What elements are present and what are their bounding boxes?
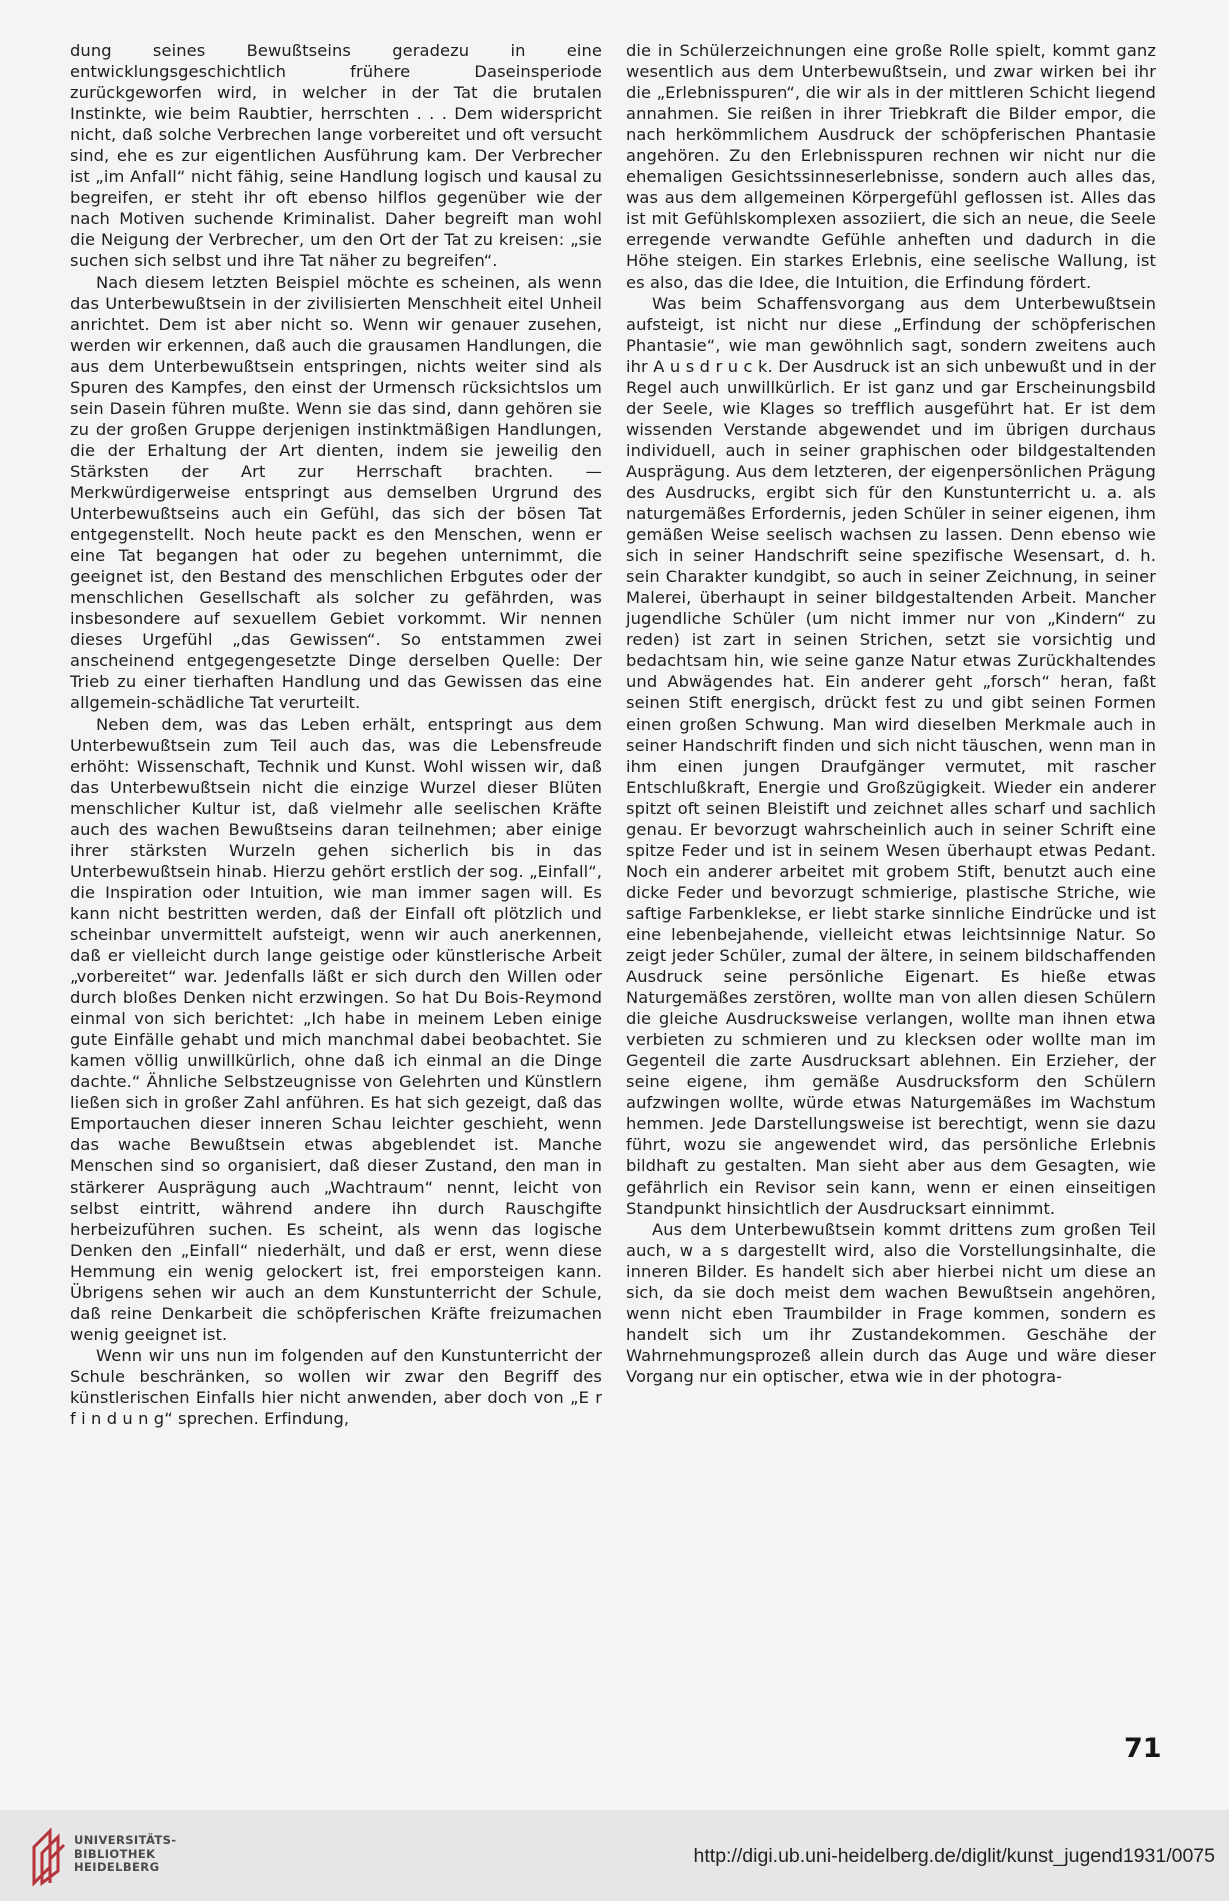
logo-line: HEIDELBERG [74,1860,160,1874]
paragraph: Nach diesem letzten Beispiel möchte es scheinen, als wenn das Unterbewußtsein in der zivilisierten Menschheit eitel Unheil anrichtet. Dem ist aber nicht so. Wenn wir genauer zusehen, werden wir erkennen, daß auch die grausamen Handlungen, die aus dem Unterbewußtsein entspringen, nichts weiter sind als Spuren des Kampfes, den einst der Urmensch rücksichtslos um sein Dasein führen mußte. Wenn sie das sind, dann gehören sie zu der großen Gruppe derjenigen instinktmäßigen Handlungen, die der Erhaltung der Art dienten, indem sie jeweilig den Stärksten der Art zur Herrschaft brachten. — Merkwürdigerweise entspringt aus demselben Urgrund des Unterbewußtseins auch ein Gefühl, das sich der bösen Tat entgegenstellt. Noch heute packt es den Menschen, wenn er eine Tat begangen hat oder zu begehen unternimmt, die geeignet ist, den Bestand des menschlichen Erbgutes oder der menschlichen Gesellschaft als solcher zu gefährden, was insbesondere auf sexuellem Gebiet vorkommt. Wir nennen dieses Urgefühl „das Gewissen“. So entstammen zwei anscheinend entgegengesetzte Dinge derselben Quelle: Der Trieb zu einer tierhaften Handlung und das Gewissen das eine allgemein-schädliche Tat verurteilt. [70,272,602,713]
paragraph: Neben dem, was das Leben erhält, entspringt aus dem Unterbewußtsein zum Teil auch das, was die Lebensfreude erhöht: Wissenschaft, Technik und Kunst. Wohl wissen wir, daß das Unterbewußtsein nicht die einzige Wurzel dieser Blüten menschlicher Kultur ist, daß vielmehr alle seelischen Kräfte auch des wachen Bewußtseins daran teilnehmen; aber einige ihrer stärksten Wurzeln gehen sicherlich bis in das Unterbewußtsein hinab. Hierzu gehört erstlich der sog. „Einfall“, die Inspiration oder Intuition, wie man immer sagen will. Es kann nicht bestritten werden, daß der Einfall oft plötzlich und scheinbar unvermittelt aufsteigt, wenn wir auch anerkennen, daß er vielleicht durch lange geistige oder künstlerische Arbeit „vorbereitet“ war. Jedenfalls läßt er sich durch den Willen oder durch bloßes Denken nicht erzwingen. So hat Du Bois-Reymond einmal von sich berichtet: „Ich habe in meinem Leben einige gute Einfälle gehabt und mich manchmal dabei beobachtet. Sie kamen völlig unwillkürlich, ohne daß ich einmal an die Dinge dachte.“ Ähnliche Selbstzeugnisse von Gelehrten und Künstlern ließen sich in großer Zahl anführen. Es hat sich gezeigt, daß das Emportauchen dieser inneren Schau leichter geschieht, wenn das wache Bewußtsein etwas abgeblendet ist. Manche Menschen sind so organisiert, daß dieser Zustand, den man in stärkerer Ausprägung auch „Wachtraum“ nennt, leicht von selbst eintritt, während andere ihn durch Rauschgifte herbeizuführen suchen. Es scheint, als wenn das logische Denken den „Einfall“ niederhält, und daß er erst, wenn diese Hemmung ein wenig gelockert ist, frei emporsteigen kann. Übrigens sehen wir auch an dem Kunstunterricht der Schule, daß reine Denkarbeit die schöpferischen Kräfte freizumachen wenig geeignet ist. [70,714,602,1344]
text-column-right [626,40,1156,1690]
logo-line: UNIVERSITÄTS- [74,1833,177,1847]
paragraph: Aus dem Unterbewußtsein kommt drittens zum großen Teil auch, w a s dargestellt wird, also die Vorstellungsinhalte, die inneren Bilder. Es handelt sich aber hierbei nicht um diese an sich, da sie doch meist dem wachen Bewußtsein angehören, wenn nicht eben Traumbilder in Frage kommen, sondern es handelt sich um ihr Zustandekommen. Geschähe der Wahrnehmungsprozeß allein durch das Auge und wäre dieser Vorgang nur ein optischer, etwa wie in der photogra- [626,1219,1156,1386]
paragraph: Wenn wir uns nun im folgenden auf den Kunstunterricht der Schule beschränken, so wollen wir zwar den Begriff des künstlerischen Einfalls hier nicht anwenden, aber doch von „E r f i n d u n g“ sprechen. Erfindung, [70,1345,602,1429]
library-logo-icon [30,1823,66,1887]
paragraph: die in Schülerzeichnungen eine große Rolle spielt, kommt ganz wesentlich aus dem Unterbewußtsein, und zwar wirken bei ihr die „Erlebnisspuren“, die wir als in der mittleren Schicht liegend annahmen. Sie reißen in ihrer Triebkraft die Bilder empor, die nach herkömmlichem Ausdruck der schöpferischen Phantasie angehören. Zu den Erlebnisspuren rechnen wir nicht nur die ehemaligen Gesichtssinneserlebnisse, sondern auch alles das, was aus dem allgemeinen Körpergefühl geflossen ist. Alles das ist mit Gefühlskomplexen assoziiert, die sich an neue, die Seele erregende verwandte Gefühle anheften und dadurch in die Höhe steigen. Ein starkes Erlebnis, eine seelische Wallung, ist es also, das die Idee, die Intuition, die Erfindung fördert. [626,41,1156,292]
page-number: 71 [1124,1733,1162,1764]
source-url-link[interactable]: http://digi.ub.uni-heidelberg.de/diglit/kunst_jugend1931/0075 [693,1845,1215,1867]
paragraph: Was beim Schaffensvorgang aus dem Unterbewußtsein aufsteigt, ist nicht nur diese „Erfindung der schöpferischen Phantasie“, wie man gewöhnlich sagt, sondern zweitens auch ihr A u s d r u c k. Der Ausdruck ist an sich unbewußt und in der Regel auch unwillkürlich. Er ist ganz und gar Erscheinungsbild der Seele, wie Klages so trefflich ausgeführt hat. Er ist dem wissenden Verstande abgewendet und im übrigen durchaus individuell, auch in seiner graphischen oder bildgestaltenden Ausprägung. Aus dem letzteren, der eigenpersönlichen Prägung des Ausdrucks, ergibt sich für den Kunstunterricht u. a. als naturgemäßes Erfordernis, jeden Schüler in seiner eigenen, ihm gemäßen Weise seelisch wachsen zu lassen. Denn ebenso wie sich in seiner Handschrift seine spezifische Wesensart, d. h. sein Charakter kundgibt, so auch in seiner Zeichnung, in seiner Malerei, überhaupt in seiner bildgestaltenden Arbeit. Mancher jugendliche Schüler (um nicht immer nur von „Kindern“ zu reden) ist zart in seinen Strichen, setzt sie vorsichtig und bedachtsam hin, wie seine ganze Natur etwas Zurückhaltendes und Abwägendes hat. Ein anderer geht „forsch“ heran, faßt seinen Stift energisch, drückt fest zu und gibt seinen Formen einen großen Schwung. Man wird dieselben Merkmale auch in seiner Handschrift finden und sich nicht täuschen, wenn man in ihm einen jungen Draufgänger vermutet, mit rascher Entschlußkraft, Energie und Großzügigkeit. Wieder ein anderer spitzt oft seinen Bleistift und zeichnet alles scharf und sachlich genau. Er bevorzugt wahrscheinlich auch in seiner Schrift eine spitze Feder und ist in seinem Wesen überhaupt etwas Pedant. Noch ein anderer arbeitet mit grobem Stift, benutzt auch eine dicke Feder und bevorzugt schmierige, plastische Striche, wie saftige Farbenklekse, er liebt starke sinnliche Eindrücke und ist eine lebenbejahende, vielleicht etwas leichtsinnige Natur. So zeigt jeder Schüler, zumal der ältere, in seinem bildschaffenden Ausdruck seine persönliche Eigenart. Es hieße etwas Naturgemäßes zerstören, wollte man von allen diesen Schülern die gleiche Ausdrucksweise verlangen, wollte man ihnen etwa verbieten zu schmieren und zu klecksen oder wollte man im Gegenteil die zarte Ausdrucksart ablehnen. Ein Erzieher, der seine eigene, ihm gemäße Ausdrucksform den Schülern aufzwingen wollte, würde etwas Naturgemäßes im Wachstum hemmen. Jede Darstellungsweise ist berechtigt, wenn sie dazu führt, wozu sie angewendet wird, das persönliche Erlebnis bildhaft zu gestalten. Man sieht aber aus dem Gesagten, wie gefährlich ein Revisor sein kann, wenn er einen einseitigen Standpunkt hinsichtlich der Ausdrucksart einnimmt. [626,293,1156,1218]
library-logo-text [74,1834,176,1875]
logo-line: BIBLIOTHEK [74,1846,156,1861]
paragraph: dung seines Bewußtseins geradezu in eine entwicklungsgeschichtlich frühere Daseinsperiode zurückgeworfen wird, in welcher in der Tat die brutalen Instinkte, wie beim Raubtier, herrschten . . . Dem widerspricht nicht, daß solche Verbrechen lange vorbereitet und oft versucht sind, ehe es zur eigentlichen Ausführung kam. Der Verbrecher ist „im Anfall“ nicht fähig, seine Handlung logisch und kausal zu begreifen, er steht ihr oft ebenso hilflos gegenüber wie der nach Motiven suchende Kriminalist. Daher begreift man wohl die Neigung der Verbrecher, um den Ort der Tat zu kreisen: „sie suchen sich selbst und ihre Tat näher zu begreifen“. [70,41,602,271]
text-column-left [70,40,602,1690]
